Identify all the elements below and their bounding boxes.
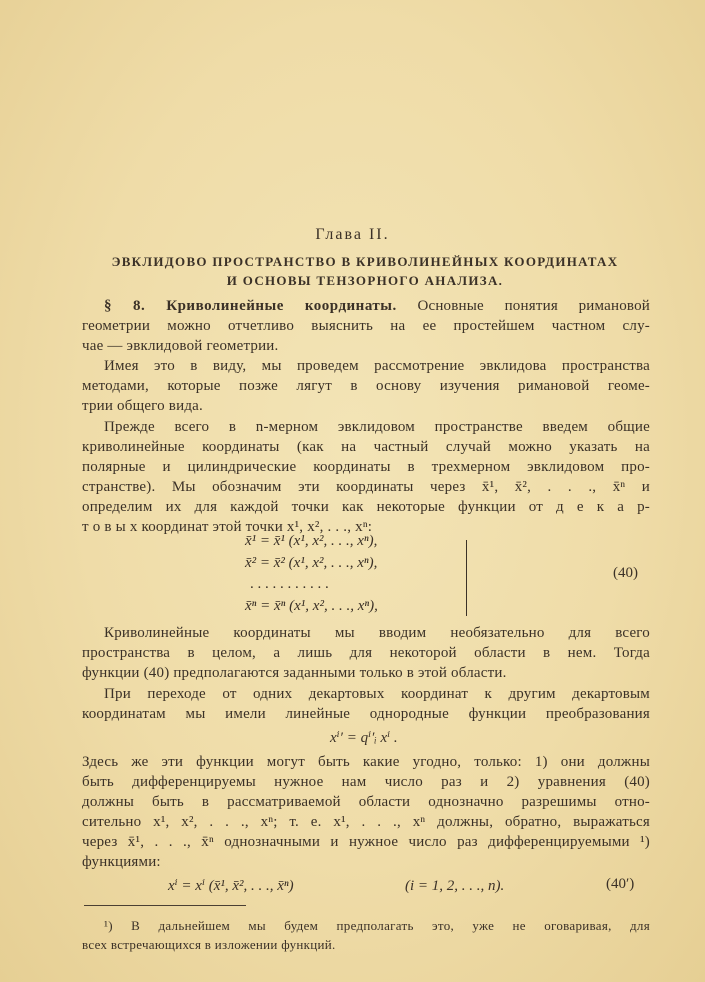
section-text: Основные понятия римановой bbox=[396, 298, 651, 314]
section-first-line bbox=[104, 296, 650, 316]
text-line: быть дифференцируемы нужное нам число раз и 2) уравнения (40) bbox=[82, 774, 650, 790]
text-line: Имея это в виду, мы проведем рассмотрение эвклидова пространства bbox=[104, 358, 650, 374]
equation-40p-formula: xⁱ = xⁱ (x̄¹, x̄², . . ., x̄ⁿ) bbox=[168, 878, 294, 894]
text-line: функции (40) предполагаются заданными только в этой области. bbox=[82, 665, 507, 681]
equation-40p-range: (i = 1, 2, . . ., n). bbox=[405, 878, 505, 894]
equation-linear: xⁱ′ = qⁱ′ᵢ xⁱ . bbox=[330, 730, 398, 746]
equation-40-dots: . . . . . . . . . . . bbox=[250, 576, 329, 592]
equation-40-row: x̄¹ = x̄¹ (x¹, x², . . ., xⁿ), bbox=[245, 533, 378, 549]
text-line: координатам мы имели линейные однородные функции преобразования bbox=[82, 706, 650, 722]
chapter-label: Глава II. bbox=[315, 226, 390, 243]
text-line: криволинейные координаты (как на частный случай можно указать на bbox=[82, 439, 650, 455]
equation-number: (40) bbox=[613, 565, 638, 581]
text-line: т о в ы х координат этой точки x¹, x², . . ., xⁿ: bbox=[82, 519, 373, 535]
text-line: должны быть в рассматриваемой области однозначно разрешимы отно- bbox=[82, 794, 650, 810]
text-line: Криволинейные координаты мы вводим необязательно для всего bbox=[104, 625, 650, 641]
text-line: Здесь же эти функции могут быть какие угодно, только: 1) они должны bbox=[82, 754, 650, 770]
text-line: пространства в целом, а лишь для некоторой области в нем. Тогда bbox=[82, 645, 650, 661]
text-line: чае — эвклидовой геометрии. bbox=[82, 338, 279, 354]
text-line: При переходе от одних декартовых координат к другим декартовым bbox=[104, 686, 650, 702]
footnote-line: ¹) В дальнейшем мы будем предполагать это, уже не оговаривая, для bbox=[104, 918, 650, 933]
text-line: геометрии можно отчетливо выяснить на ее простейшем частном слу- bbox=[82, 318, 650, 334]
text-line: сительно x¹, x², . . ., xⁿ; т. е. x¹, . . ., xⁿ должны, обратно, выражаться bbox=[82, 814, 650, 830]
footnote-line: всех встречающихся в изложении функций. bbox=[82, 937, 336, 952]
text-line: полярные и цилиндрические координаты в трехмерном эвклидовом про- bbox=[82, 459, 650, 475]
text-line: функциями: bbox=[82, 854, 161, 870]
text-line: методами, которые позже лягут в основу изучения римановой геоме- bbox=[82, 378, 650, 394]
chapter-heading-line-2: И ОСНОВЫ ТЕНЗОРНОГО АНАЛИЗА. bbox=[226, 273, 504, 288]
equation-40-row: x̄ⁿ = x̄ⁿ (x¹, x², . . ., xⁿ), bbox=[245, 598, 378, 614]
text-line: странстве). Мы обозначим эти координаты через x̄¹, x̄², . . ., x̄ⁿ и bbox=[82, 479, 650, 495]
text-line: определим их для каждой точки как некоторые функции от д е к а р- bbox=[82, 499, 650, 515]
text-line: через x̄¹, . . ., x̄ⁿ однозначными и нужное число раз дифференцируемыми ¹) bbox=[82, 834, 650, 850]
brace-icon bbox=[458, 540, 467, 616]
text-line: трии общего вида. bbox=[82, 398, 203, 414]
section-title: § 8. Криволинейные координаты. bbox=[104, 298, 397, 314]
chapter-heading-line-1: ЭВКЛИДОВО ПРОСТРАНСТВО В КРИВОЛИНЕЙНЫХ КООРДИНАТАХ bbox=[111, 254, 619, 269]
equation-number: (40′) bbox=[606, 876, 635, 892]
equation-40-row: x̄² = x̄² (x¹, x², . . ., xⁿ), bbox=[245, 555, 378, 571]
text-line: Прежде всего в n-мерном эвклидовом пространстве введем общие bbox=[104, 419, 650, 435]
footnote-rule bbox=[84, 905, 246, 906]
